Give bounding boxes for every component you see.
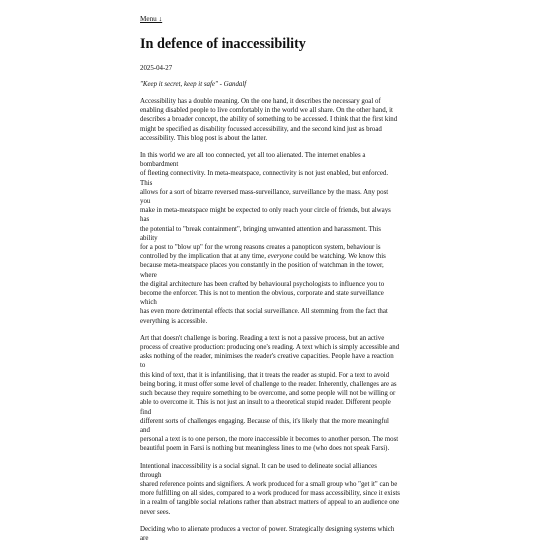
paragraph-line: process of creative production: producing one's reading. A text which is simply accessible and — [140, 344, 400, 352]
paragraph-line: controlled by the implication that at any time, everyone could be watching. We know this — [140, 253, 386, 261]
paragraph-line: the digital architecture has been crafted by behavioural psychologists to influence you to — [140, 280, 385, 288]
paragraph-line: asks nothing of the reader, minimises the reader's creative capacities. People have a reaction to — [140, 353, 394, 370]
post-date: 2025-04-27 — [140, 65, 173, 72]
article-paragraph — [140, 462, 400, 517]
paragraph-line: Art that doesn't challenge is boring. Reading a text is not a passive process, but an active — [140, 334, 385, 342]
paragraph-line: enabling disabled people to live comfortably in the world we all share. On the other hand, it — [140, 107, 393, 115]
paragraph-line: for a post to "blow up" for the wrong reasons creates a panopticon system, behaviour is — [140, 244, 381, 252]
paragraph-line: everything is accessible. — [140, 317, 208, 325]
menu-link[interactable]: Menu ↓ — [140, 15, 163, 23]
article-paragraph — [140, 334, 400, 454]
emphasis-text: everyone — [267, 253, 293, 261]
paragraph-line: the potential to "break containment", bringing unwanted attention and harassment. This ability — [140, 225, 381, 242]
article-body — [140, 97, 400, 543]
paragraph-line: in a realm of tangible social relations rather than abstract matters of appeal to an audience one — [140, 499, 400, 507]
paragraph-line: being boring, it must offer some level of challenge to the reader. Inherently, challenges are as — [140, 380, 397, 388]
paragraph-line: Intentional inaccessibility is a social signal. It can be used to delineate social alliances through — [140, 462, 377, 479]
paragraph-line: this kind of text, that it is infantilising, that it treats the reader as stupid. For a text to avoid — [140, 371, 390, 379]
article-paragraph — [140, 97, 400, 143]
paragraph-line: has even more detrimental effects that social surveillance. All stemming from the fact that — [140, 308, 388, 316]
paragraph-line: such because they require something to be overcome, and some people will not be willing or — [140, 390, 396, 398]
paragraph-line: Deciding who to alienate produces a vector of power. Strategically designing systems which are — [140, 525, 395, 542]
paragraph-line: of fleeting connectivity. In meta-meatspace, connectivity is not just enabled, but enforced. This — [140, 170, 389, 187]
paragraph-line: describes a broader concept, the ability of something to be accessed. I think that the first kind — [140, 116, 398, 124]
paragraph-line: more fulfilling on all sides, compared to a work produced for mass accessibility, since it exists — [140, 490, 400, 498]
paragraph-line: make in meta-meatspace might be expected to only reach your circle of friends, but always has — [140, 207, 391, 224]
paragraph-line: Accessibility has a double meaning. On the one hand, it describes the necessary goal of — [140, 98, 381, 105]
paragraph-line: never sees. — [140, 508, 171, 516]
paragraph-line: because meta-meatspace places you constantly in the position of watchman in the tower, where — [140, 262, 384, 279]
paragraph-line: become the enforcer. This is not to mention the obvious, corporate and state surveillance which — [140, 290, 384, 307]
paragraph-line: beautiful poem in Farsi is nothing but meaningless lines to me (who does not speak Farsi). — [140, 445, 390, 453]
paragraph-line: allows for a sort of bizarre reversed mass-surveillance, surveillance by the mass. Any post you — [140, 188, 389, 206]
paragraph-line: able to overcome it. This is not just an insult to a theoretical stupid reader. Different people find — [140, 399, 391, 416]
paragraph-line: shared reference points and signifiers. A work produced for a small group who "get it" can be — [140, 480, 398, 488]
page-title: In defence of inaccessibility — [140, 36, 306, 52]
paragraph-line: personal a text is to one person, the more inaccessible it becomes to another person. The most — [140, 436, 399, 444]
paragraph-line: In this world we are all too connected, yet all too alienated. The internet enables a bombardment — [140, 152, 366, 169]
paragraph-line: accessibility. This blog post is about the latter. — [140, 134, 268, 142]
article-paragraph — [140, 525, 400, 543]
article-paragraph — [140, 151, 400, 326]
paragraph-line: might be specified as disability focussed accessibility, and the second kind just as broad — [140, 125, 382, 133]
epigraph: "Keep it secret, keep it safe" - Gandalf — [140, 81, 247, 88]
paragraph-line: different sorts of challenges engaging. Because of this, it's likely that the more meaningful and — [140, 417, 389, 434]
